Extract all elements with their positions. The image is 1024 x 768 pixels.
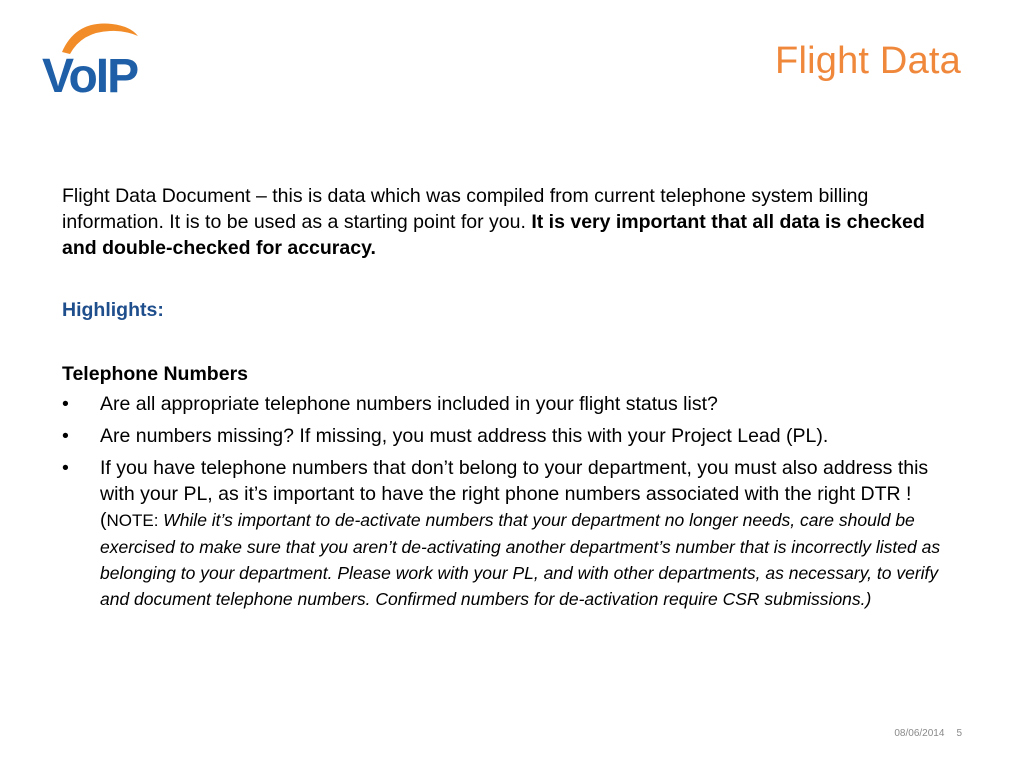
intro-paragraph [62,183,962,261]
bullet-item [62,391,962,417]
footer-date: 08/06/2014 [894,728,945,739]
page-number: 5 [956,728,962,739]
bullet-item [62,455,962,612]
slide-body [62,183,962,618]
intro-emphasis: It is very important that all data is checked and double-checked for accuracy. [62,211,925,259]
intro-text: Flight Data Document – this is data which was compiled from current telephone system billing information. It is to be used as a starting point for you. [62,185,869,233]
voip-logo-graphic [40,22,156,98]
bullet-text: Are numbers missing? If missing, you must address this with your Project Lead (PL). [100,425,829,447]
bullet-icon: • [62,393,69,415]
note-label: NOTE: [106,511,164,530]
slide-title: Flight Data [775,40,961,82]
bullet-icon: • [62,425,69,447]
bullet-icon: • [62,457,69,479]
voip-logo [40,22,156,98]
bullet-item [62,423,962,449]
bullet-text: Are all appropriate telephone numbers included in your flight status list? [100,393,718,415]
highlights-heading: Highlights: [62,299,164,321]
note-text: While it’s important to de-activate numbers that your department no longer needs, care should be exercised to make sure that you aren’t de-activating another department’s number that is incorrectly listed as belonging to your department. Please work with your PL, and with other departments, as necessary, to verify and document telephone numbers. Confirmed numbers for de-activation require CSR submissions.) [100,510,941,609]
telephone-numbers-heading: Telephone Numbers [62,363,249,385]
bullet-text: If you have telephone numbers that don’t belong to your department, you must also address this with your PL, as it’s important to have the right phone numbers associated with the right DTR ! ( [100,457,929,531]
slide-footer [894,728,962,739]
svg-text:VoIP: VoIP [42,50,138,98]
bullet-list [62,391,962,612]
